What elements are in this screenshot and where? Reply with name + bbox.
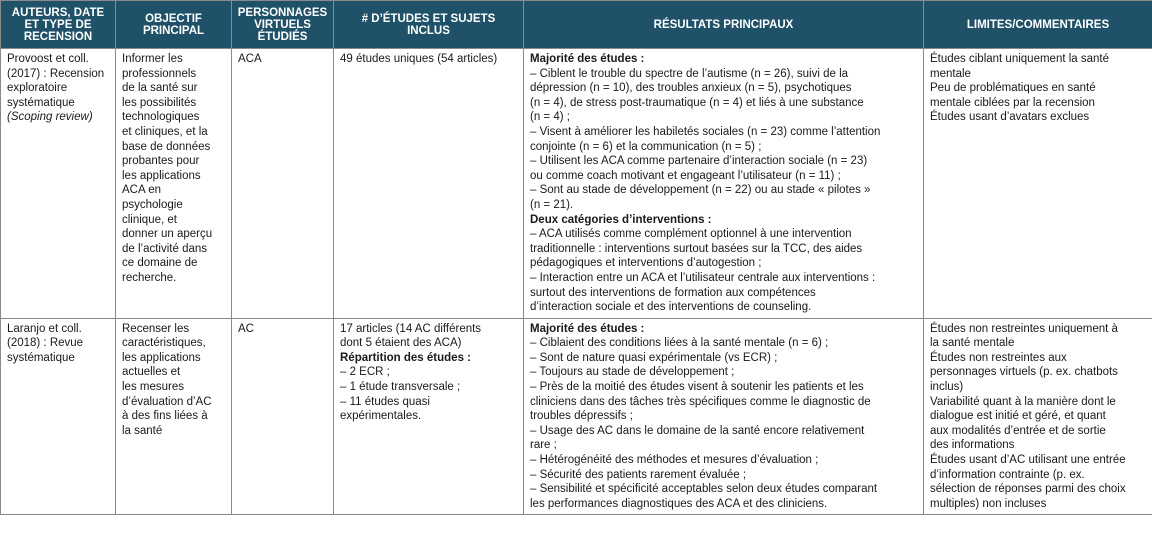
cell-resultats [524,49,924,319]
cell-line: donner un aperçu [122,228,213,241]
cell-line: clinique, et [122,213,177,226]
cell-line: et cliniques, et la [122,125,208,138]
cell-line: la santé [122,424,163,437]
cell-line: – Utilisent les ACA comme partenaire d’interaction sociale (n = 23) [530,155,868,168]
header-row [1,1,1152,49]
cell-line: cliniciens dans des tâches très spécifiques comme le diagnostic de [530,395,871,408]
cell-line: caractéristiques, [122,337,206,350]
cell-line: 49 études uniques (54 articles) [340,53,498,65]
cell-line: AC [238,322,254,335]
cell-line: – Ciblent le trouble du spectre de l’autisme (n = 26), suivi de la [530,67,849,80]
section-heading: Répartition des études : [340,351,471,364]
cell-line: actuelles et [122,366,181,379]
cell-line: systématique [7,96,75,109]
header-personnages [232,1,334,49]
cell-line: troubles dépressifs ; [530,410,633,423]
cell-line: Études non restreintes aux [930,351,1067,364]
cell-resultats [524,318,924,515]
table-row [1,318,1152,515]
cell-line: – Interaction entre un ACA et l’utilisateur centrale aux interventions : [530,271,876,284]
cell-line: (n = 4) ; [530,111,570,124]
cell-line: des informations [930,439,1015,452]
cell-line: personnages virtuels (p. ex. chatbots [930,366,1118,379]
cell-line: – Sont au stade de développement (n = 22) ou au stade « pilotes » [530,184,871,197]
cell-line: les applications [122,169,201,182]
cell-line: Recenser les [122,322,190,335]
cell-line: recherche. [122,271,177,284]
header-limites [924,1,1152,49]
cell-line: mentale [930,67,971,80]
cell-line: probantes pour [122,155,200,168]
cell-line: les mesures [122,381,184,394]
cell-line: Études ciblant uniquement la santé [930,53,1110,65]
cell-objectif [116,318,232,515]
cell-limites [924,49,1152,319]
cell-etudes [334,49,524,319]
cell-line: aux modalités d’entrée et de sortie [930,424,1106,437]
cell-line: d’information contrainte (p. ex. [930,468,1085,481]
header-etudes [334,1,524,49]
cell-personnages [232,49,334,319]
cell-line: Variabilité quant à la manière dont le [930,395,1116,408]
cell-line: Études usant d’AC utilisant une entrée [930,454,1126,467]
cell-line: – Usage des AC dans le domaine de la santé encore relativement [530,424,865,437]
cell-line: – Sécurité des patients rarement évaluée ; [530,468,747,481]
cell-line: (Scoping review) [7,111,93,124]
cell-line: (n = 21). [530,198,574,211]
section-heading: Majorité des études : [530,322,645,335]
cell-line: la santé mentale [930,337,1015,350]
header-line: ÉTUDIÉS [257,30,308,43]
cell-line: – Sensibilité et spécificité acceptables selon deux études comparant [530,483,878,496]
cell-line: – 11 études quasi [340,395,430,408]
cell-line: – 2 ECR ; [340,366,390,379]
cell-line: – Sont de nature quasi expérimentale (vs ECR) ; [530,351,778,364]
cell-line: à des fins liées à [122,410,208,423]
header-line: PERSONNAGES [237,6,328,19]
cell-line: (2017) : Recension [7,67,105,80]
cell-line: technologiques [122,111,200,124]
cell-line: dépression (n = 10), des troubles anxieux (n = 5), psychotiques [530,82,852,95]
cell-line: les possibilités [122,96,197,109]
cell-line: – Visent à améliorer les habiletés sociales (n = 23) comme l’attention [530,125,881,138]
cell-line: (n = 4), de stress post-traumatique (n = 4) et liés à une substance [530,96,864,109]
cell-line: multiples) non incluses [930,497,1047,510]
cell-line: Informer les [122,53,183,65]
header-line: # D’ÉTUDES ET SUJETS [361,12,496,25]
cell-line: Peu de problématiques en santé [930,82,1096,95]
cell-line: traditionnelle : interventions surtout basées sur la TCC, des aides [530,242,863,255]
header-line: PRINCIPAL [142,24,205,37]
cell-line: (2018) : Revue [7,337,84,350]
cell-line: professionnels [122,67,197,80]
header-auteurs [1,1,116,49]
cell-line: les performances diagnostiques des ACA et des cliniciens. [530,497,828,510]
cell-line: dont 5 étaient des ACA) [340,337,462,350]
cell-line: Études usant d’avatars exclues [930,111,1090,124]
header-line: RÉSULTATS PRINCIPAUX [653,18,794,31]
table-row [1,49,1152,319]
cell-line: – Toujours au stade de développement ; [530,366,735,379]
cell-personnages [232,318,334,515]
cell-line: les applications [122,351,201,364]
cell-line: Provoost et coll. [7,53,89,65]
section-heading: Deux catégories d’interventions : [530,213,712,226]
cell-line: systématique [7,351,75,364]
cell-line: – Hétérogénéité des méthodes et mesures d’évaluation ; [530,454,819,467]
cell-line: inclus) [930,381,964,394]
cell-line: conjointe (n = 6) et la communication (n = 5) ; [530,140,762,153]
cell-line: psychologie [122,198,183,211]
cell-line: – Ciblaient des conditions liées à la santé mentale (n = 6) ; [530,337,829,350]
cell-line: Études non restreintes uniquement à [930,322,1118,335]
cell-line: – 1 étude transversale ; [340,381,461,394]
header-line: LIMITES/COMMENTAIRES [966,18,1110,31]
cell-line: 17 articles (14 AC différents [340,322,482,335]
header-resultats [524,1,924,49]
header-line: OBJECTIF [145,12,202,25]
cell-line: ACA [238,53,262,65]
cell-line: pédagogiques et interventions d’autogestion ; [530,257,762,270]
section-heading: Majorité des études : [530,53,645,65]
cell-line: sélection de réponses parmi des choix [930,483,1126,496]
cell-line: – Près de la moitié des études visent à soutenir les patients et les [530,381,864,394]
header-line: INCLUS [407,24,450,37]
header-line: VIRTUELS [254,18,311,31]
cell-line: ou comme coach motivant et engageant l’utilisateur (n = 11) ; [530,169,841,182]
header-line: ET TYPE DE [24,18,92,31]
cell-line: ce domaine de [122,257,198,270]
header-line: AUTEURS, DATE [11,6,105,19]
cell-line: ACA en [122,184,161,197]
cell-line: expérimentales. [340,410,422,423]
cell-line: de l’activité dans [122,242,208,255]
header-objectif [116,1,232,49]
cell-line: de la santé sur [122,82,198,95]
cell-line: base de données [122,140,211,153]
cell-auteurs [1,49,116,319]
cell-etudes [334,318,524,515]
cell-line: dialogue est initié et géré, et quant [930,410,1106,423]
cell-line: – ACA utilisés comme complément optionnel à une intervention [530,228,852,241]
cell-limites [924,318,1152,515]
cell-objectif [116,49,232,319]
cell-auteurs [1,318,116,515]
cell-line: exploratoire [7,82,68,95]
header-line: RECENSION [23,30,93,43]
cell-line: rare ; [530,439,557,452]
cell-line: Laranjo et coll. [7,322,82,335]
cell-line: mentale ciblées par la recension [930,96,1095,109]
cell-line: surtout des interventions de formation aux compétences [530,286,816,299]
cell-line: d’interaction sociale et des interventions de counseling. [530,301,812,314]
cell-line: d’évaluation d’AC [122,395,212,408]
